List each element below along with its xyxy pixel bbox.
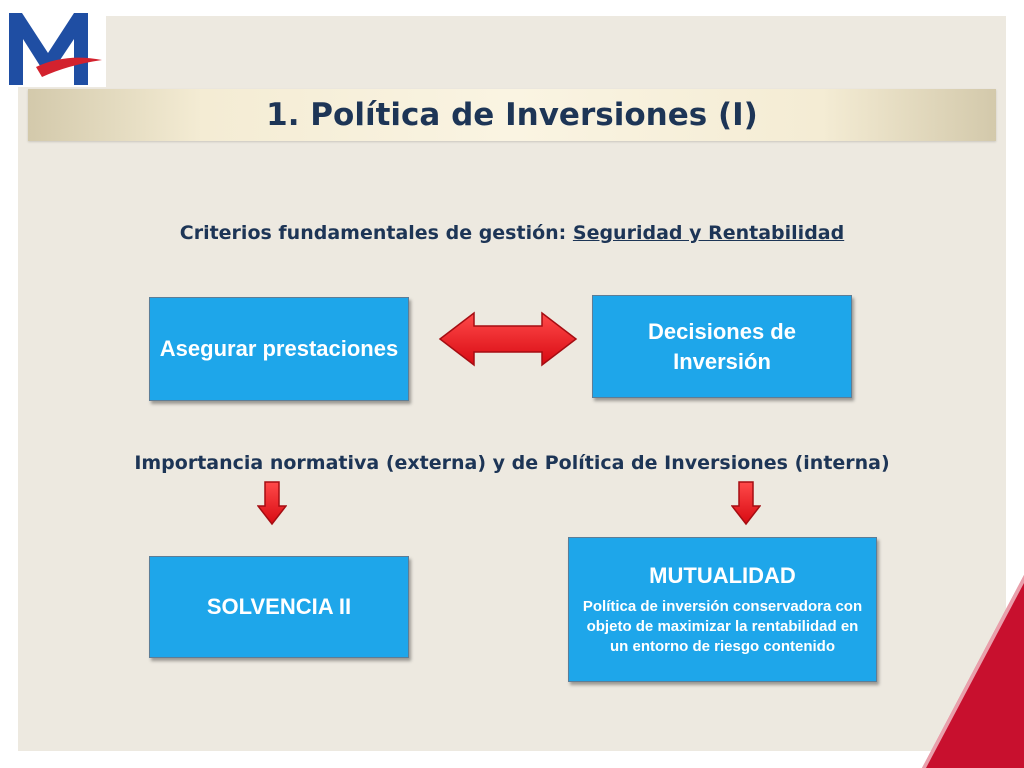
solvencia-box (149, 556, 409, 658)
title-bar (28, 89, 996, 141)
asegurar-prestaciones-box (149, 297, 409, 401)
mutualidad-box (568, 537, 877, 682)
decisiones-inversion-box (592, 295, 852, 398)
mutualidad-description (571, 597, 874, 657)
down-arrow-icon (257, 480, 287, 526)
corner-decoration (922, 575, 1024, 768)
mutualidad-line2: objeto de maximizar la rentabilidad en (586, 617, 859, 635)
importancia-text: Importancia normativa (externa) y de Política de Inversiones (interna) (134, 452, 890, 474)
criterios-text (0, 222, 1024, 244)
mutualidad-line3: un entorno de riesgo contenido (609, 637, 835, 655)
mutualidad-line1: Política de inversión conservadora con (582, 597, 863, 615)
page-title: 1. Política de Inversiones (I) (266, 97, 758, 133)
criterios-prefix: Criterios fundamentales de gestión: (179, 222, 573, 244)
down-arrow-icon (731, 480, 761, 526)
decisiones-line1: Decisiones de (648, 318, 796, 344)
double-headed-arrow-icon (438, 311, 578, 367)
solvencia-label: SOLVENCIA II (206, 594, 352, 619)
company-logo (6, 5, 106, 87)
decisiones-line2: Inversión (673, 348, 771, 374)
criterios-emphasis: Seguridad y Rentabilidad (572, 222, 845, 244)
mutualidad-title: MUTUALIDAD (649, 562, 796, 588)
asegurar-prestaciones-label: Asegurar prestaciones (159, 336, 399, 361)
